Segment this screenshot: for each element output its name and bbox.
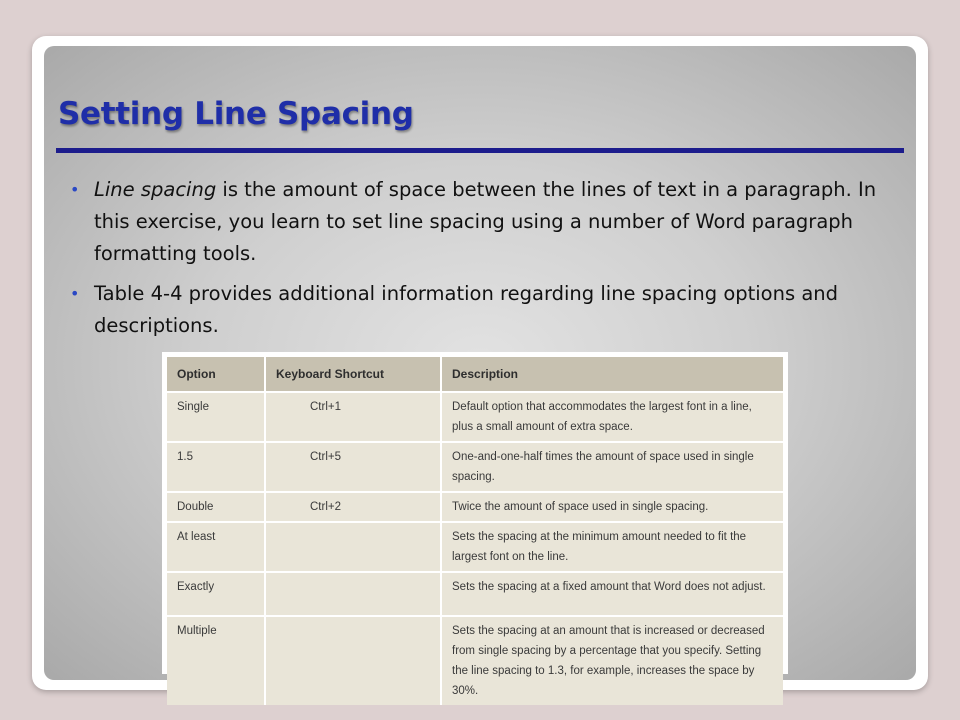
table-cell-option: Single [167,392,265,442]
table-cell-description: Sets the spacing at the minimum amount needed to fit the largest font on the line. [441,522,783,572]
table-cell-description: Default option that accommodates the largest font in a line, plus a small amount of extra space. [441,392,783,442]
table-cell-shortcut [265,616,441,705]
table-row [167,392,783,442]
table-cell-option: Double [167,492,265,522]
table-cell-shortcut: Ctrl+5 [265,442,441,492]
table-cell-description: Sets the spacing at a fixed amount that Word does not adjust. [441,572,783,616]
bullet-list [64,174,909,350]
table-header-row [167,357,783,392]
bullet-dot-icon: • [70,284,80,303]
bullet-italic-lead: Line spacing [94,178,217,201]
table-cell-shortcut: Ctrl+2 [265,492,441,522]
table-cell-option: At least [167,522,265,572]
table-header-shortcut: Keyboard Shortcut [265,357,441,392]
line-spacing-table [167,357,783,705]
bullet-text: is the amount of space between the lines of text in a paragraph. In this exercise, you learn to set line spacing using a number of Word paragraph formatting tools. [94,178,877,265]
line-spacing-table-image [162,352,788,697]
table-cell-shortcut: Ctrl+1 [265,392,441,442]
table-cell-description: Sets the spacing at an amount that is increased or decreased from single spacing by a percentage that you specify. Setting the line spacing to 1.3, for example, increases the space by 30%. [441,616,783,705]
bullet-item [64,278,909,342]
bullet-text: Table 4-4 provides additional information regarding line spacing options and descriptions. [94,282,839,337]
table-cell-description: One-and-one-half times the amount of space used in single spacing. [441,442,783,492]
table-row [167,442,783,492]
table-cell-option: Exactly [167,572,265,616]
slide-title: Setting Line Spacing [58,96,414,132]
title-underline [56,148,904,153]
table-header-description: Description [441,357,783,392]
table-cell-description: Twice the amount of space used in single spacing. [441,492,783,522]
bullet-item [64,174,909,270]
table-row [167,492,783,522]
table-row [167,616,783,705]
table-cell-option: 1.5 [167,442,265,492]
table-row [167,522,783,572]
table-header-option: Option [167,357,265,392]
table-cell-shortcut [265,572,441,616]
table-row [167,572,783,616]
slide [44,46,916,697]
table-cell-option: Multiple [167,616,265,705]
table-cell-shortcut [265,522,441,572]
bullet-dot-icon: • [70,180,80,199]
